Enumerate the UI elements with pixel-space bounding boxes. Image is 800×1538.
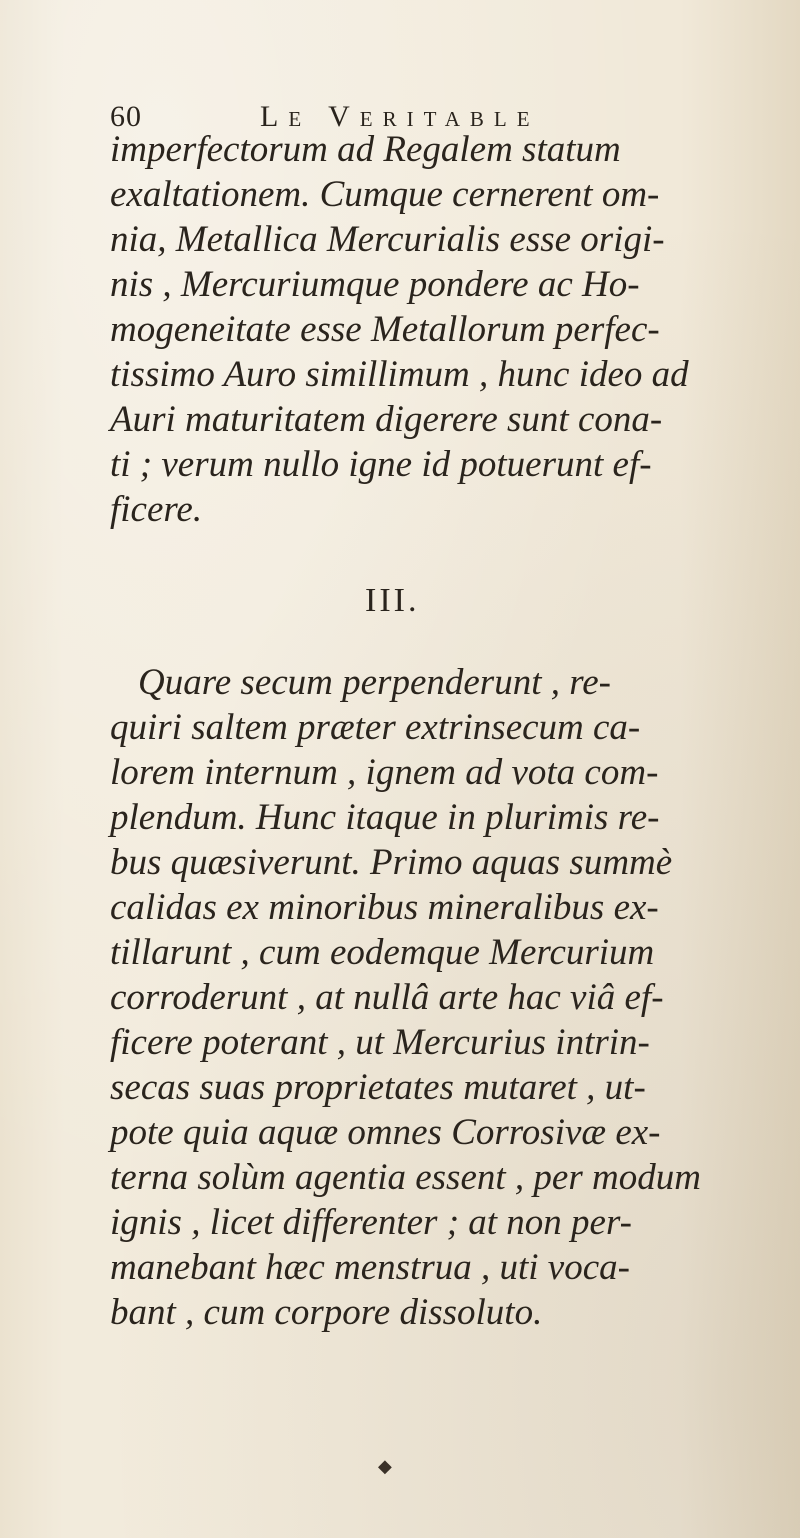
paragraph-1 (110, 127, 710, 532)
text-line: pote quia aquæ omnes Corrosivæ ex- (110, 1112, 661, 1153)
ink-mark-ornament: ◆ (378, 1456, 392, 1477)
text-line: imperfectorum ad Regalem statum (110, 129, 621, 170)
text-line: bus quæsiverunt. Primo aquas summè (110, 842, 673, 883)
text-line: secas suas proprietates mutaret , ut- (110, 1067, 646, 1108)
text-line: quiri saltem præter extrinsecum ca- (110, 707, 641, 748)
section-number: III. (365, 582, 420, 619)
text-line: mogeneitate esse Metallorum perfec- (110, 309, 660, 350)
text-line: tillarunt , cum eodemque Mercurium (110, 932, 655, 973)
text-line: exaltationem. Cumque cernerent om- (110, 174, 660, 215)
text-line: Quare secum perpenderunt , re- (138, 662, 611, 703)
text-line: nia, Metallica Mercurialis esse origi- (110, 219, 665, 260)
text-line: ignis , licet differenter ; at non per- (110, 1202, 632, 1243)
text-line: nis , Mercuriumque pondere ac Ho- (110, 264, 640, 305)
text-line: ti ; verum nullo igne id potuerunt ef- (110, 444, 652, 485)
paragraph-2 (110, 660, 710, 1335)
text-line: plendum. Hunc itaque in plurimis re- (110, 797, 660, 838)
text-line: terna solùm agentia essent , per modum (110, 1157, 701, 1198)
text-line: ficere poterant , ut Mercurius intrin- (110, 1022, 650, 1063)
text-line: manebant hæc menstrua , uti voca- (110, 1247, 630, 1288)
text-line: ficere. (110, 489, 203, 530)
text-line: corroderunt , at nullâ arte hac viâ ef- (110, 977, 664, 1018)
text-line: bant , cum corpore dissoluto. (110, 1292, 543, 1333)
text-line: tissimo Auro simillimum , hunc ideo ad (110, 354, 689, 395)
text-line: lorem internum , ignem ad vota com- (110, 752, 659, 793)
page-number: 60 (110, 100, 142, 133)
text-line: calidas ex minoribus mineralibus ex- (110, 887, 659, 928)
running-title: Le Veritable (260, 100, 540, 133)
text-line: Auri maturitatem digerere sunt cona- (110, 399, 663, 440)
